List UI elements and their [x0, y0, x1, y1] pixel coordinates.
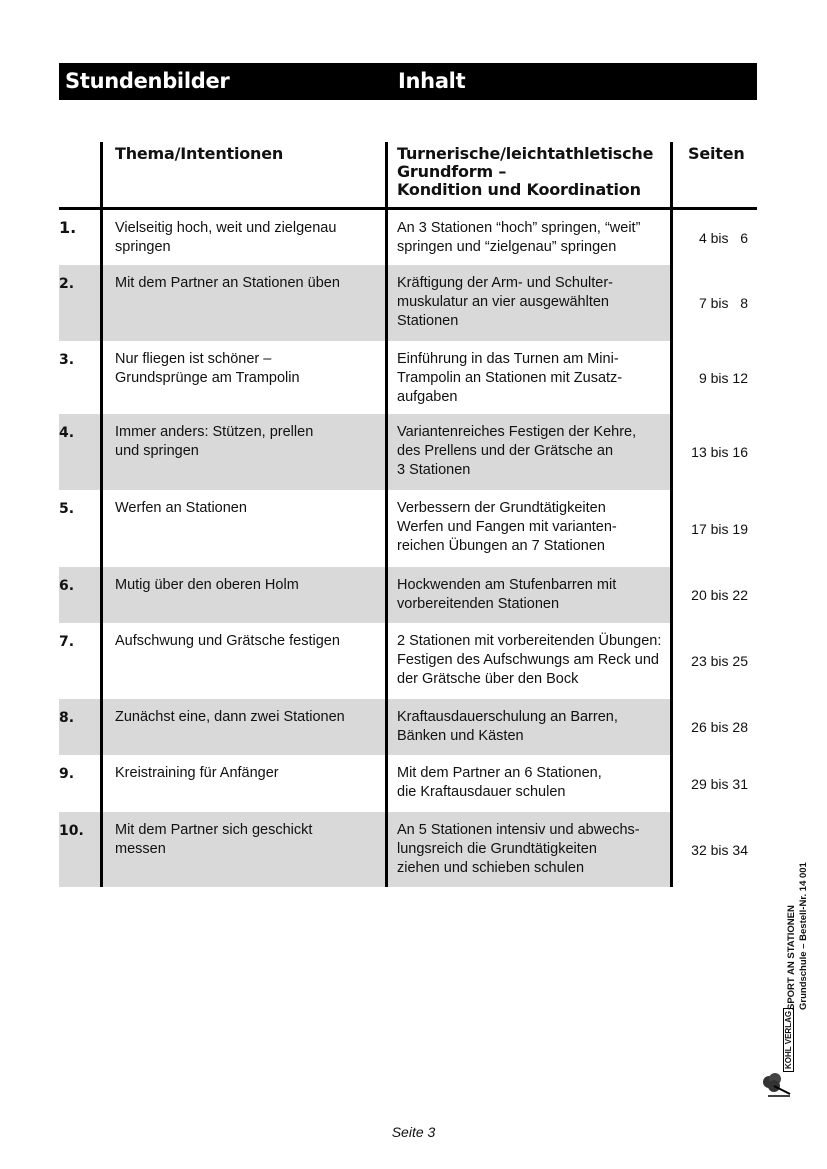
row-thema-line: und springen [115, 443, 199, 459]
row-thema [115, 764, 355, 783]
row-inhalt [397, 576, 677, 614]
row-thema-line: Mit dem Partner an Stationen üben [115, 275, 340, 291]
row-inhalt [397, 632, 677, 689]
row-thema [115, 708, 355, 727]
column-header-inhalt-line: Turnerische/leichtathletische [397, 144, 654, 163]
row-inhalt-line: der Grätsche über den Bock [397, 671, 579, 687]
page-number: Seite 3 [391, 1124, 436, 1140]
row-inhalt [397, 499, 677, 556]
row-inhalt-line: 2 Stationen mit vorbereitenden Übungen: [397, 633, 662, 649]
row-thema-line: Zunächst eine, dann zwei Stationen [115, 709, 345, 725]
row-inhalt-line: springen und “zielgenau” springen [397, 239, 617, 255]
row-number: 3. [59, 352, 75, 368]
row-seiten: 26 bis 28 [691, 719, 748, 735]
side-series-title: SPORT AN STATIONEN [786, 905, 797, 1010]
column-divider [385, 142, 388, 887]
table-row [59, 265, 671, 341]
row-thema [115, 632, 355, 651]
row-thema [115, 219, 355, 257]
row-seiten: 4 bis 6 [698, 230, 748, 246]
row-thema [115, 499, 355, 518]
header-bar [59, 63, 757, 100]
table-row [59, 755, 671, 812]
row-seiten: 13 bis 16 [691, 444, 748, 460]
row-number: 6. [59, 578, 75, 594]
row-inhalt-line: Werfen und Fangen mit varianten- [397, 519, 617, 535]
table-row [59, 414, 671, 490]
row-inhalt-line: die Kraftausdauer schulen [397, 784, 566, 800]
table-row [59, 341, 671, 414]
row-number: 7. [59, 634, 75, 650]
row-number: 9. [59, 766, 75, 782]
header-inhalt: Inhalt [398, 69, 466, 93]
table-row [59, 567, 671, 623]
header-stundenbilder: Stundenbilder [65, 69, 230, 93]
row-inhalt-line: Kräftigung der Arm- und Schulter- [397, 275, 613, 291]
row-inhalt [397, 708, 677, 746]
row-number: 5. [59, 501, 75, 517]
table-row [59, 210, 671, 265]
row-thema-line: messen [115, 841, 166, 857]
tree-logo-icon [760, 1072, 794, 1098]
side-order-number: Grundschule – Bestell-Nr. 14 001 [798, 862, 809, 1010]
row-number: 8. [59, 710, 75, 726]
row-seiten: 20 bis 22 [691, 587, 748, 603]
row-thema-line: Grundsprünge am Trampolin [115, 370, 300, 386]
row-seiten: 7 bis 8 [698, 295, 748, 311]
table-row [59, 490, 671, 567]
row-thema-line: Mit dem Partner sich geschickt [115, 822, 313, 838]
row-thema [115, 576, 355, 595]
publisher-logo-text: KOHL VERLAG [783, 1008, 794, 1072]
row-inhalt-line: Stationen [397, 313, 459, 329]
row-inhalt-line: Hockwenden am Stufenbarren mit [397, 577, 617, 593]
row-inhalt-line: muskulatur an vier ausgewählten [397, 294, 609, 310]
row-thema [115, 821, 355, 859]
row-number: 1. [59, 218, 77, 237]
row-inhalt [397, 821, 677, 878]
column-divider [100, 142, 103, 887]
row-seiten: 32 bis 34 [691, 842, 748, 858]
row-inhalt-line: ziehen und schieben schulen [397, 860, 585, 876]
row-inhalt [397, 764, 677, 802]
column-header-inhalt-line: Kondition und Koordination [397, 180, 641, 199]
row-seiten: 17 bis 19 [691, 521, 748, 537]
row-inhalt [397, 219, 677, 257]
row-thema-line: Vielseitig hoch, weit und zielgenau [115, 220, 337, 236]
row-inhalt-line: Variantenreiches Festigen der Kehre, [397, 424, 637, 440]
row-inhalt-line: Einführung in das Turnen am Mini- [397, 351, 619, 367]
table-row [59, 812, 671, 887]
column-header-inhalt [397, 145, 653, 199]
row-thema-line: Nur fliegen ist schöner – [115, 351, 272, 367]
column-header-seiten: Seiten [688, 144, 745, 163]
header-divider [59, 207, 757, 210]
row-inhalt-line: An 3 Stationen “hoch” springen, “weit” [397, 220, 641, 236]
column-divider [670, 142, 673, 887]
row-number: 10. [59, 823, 84, 839]
table-row [59, 623, 671, 699]
row-inhalt-line: des Prellens und der Grätsche an [397, 443, 614, 459]
table-row [59, 699, 671, 755]
row-inhalt-line: Mit dem Partner an 6 Stationen, [397, 765, 602, 781]
row-thema-line: Werfen an Stationen [115, 500, 247, 516]
row-number: 2. [59, 276, 75, 292]
row-inhalt-line: Kraftausdauerschulung an Barren, [397, 709, 618, 725]
row-inhalt-line: Verbessern der Grundtätigkeiten [397, 500, 606, 516]
row-thema [115, 423, 355, 461]
row-thema-line: Kreistraining für Anfänger [115, 765, 279, 781]
row-thema [115, 350, 355, 388]
row-inhalt-line: lungsreich die Grundtätigkeiten [397, 841, 597, 857]
row-inhalt-line: Trampolin an Stationen mit Zusatz- [397, 370, 623, 386]
row-inhalt [397, 274, 677, 331]
row-inhalt [397, 423, 677, 480]
row-seiten: 23 bis 25 [691, 653, 748, 669]
row-inhalt-line: 3 Stationen [397, 462, 471, 478]
row-inhalt-line: Bänken und Kästen [397, 728, 524, 744]
row-thema-line: Aufschwung und Grätsche festigen [115, 633, 340, 649]
row-inhalt-line: reichen Übungen an 7 Stationen [397, 538, 605, 554]
side-publication-info [786, 862, 810, 1010]
row-thema [115, 274, 355, 293]
row-inhalt-line: Festigen des Aufschwungs am Reck und [397, 652, 659, 668]
row-inhalt-line: An 5 Stationen intensiv und abwechs- [397, 822, 640, 838]
row-inhalt-line: aufgaben [397, 389, 458, 405]
row-thema-line: springen [115, 239, 171, 255]
row-seiten: 9 bis 12 [698, 370, 748, 386]
column-header-thema: Thema/Intentionen [115, 144, 284, 163]
row-inhalt-line: vorbereitenden Stationen [397, 596, 560, 612]
row-inhalt [397, 350, 677, 407]
row-number: 4. [59, 425, 75, 441]
column-header-inhalt-line: Grundform – [397, 162, 507, 181]
row-seiten: 29 bis 31 [691, 776, 748, 792]
row-thema-line: Immer anders: Stützen, prellen [115, 424, 314, 440]
row-thema-line: Mutig über den oberen Holm [115, 577, 299, 593]
